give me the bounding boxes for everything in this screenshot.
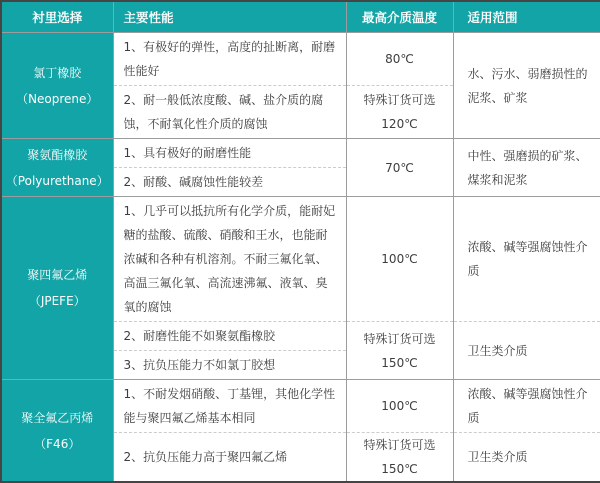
- lining-cell-f46: [1, 380, 113, 483]
- lining-cell-polyurethane: [1, 139, 113, 197]
- lining-name-en: （Polyurethane）: [5, 173, 109, 188]
- application-cell: 浓酸、碱等强腐蚀性介质: [453, 197, 600, 322]
- temperature-value: 120℃: [381, 117, 418, 131]
- col-header-performance: 主要性能: [113, 1, 346, 33]
- lining-name: 聚氨酯橡胶: [27, 147, 88, 162]
- temperature-cell: 80℃: [346, 33, 453, 86]
- temperature-cell: [346, 86, 453, 139]
- table-row: [1, 380, 600, 433]
- col-header-lining: 衬里选择: [1, 1, 113, 33]
- temperature-cell: 70℃: [346, 139, 453, 197]
- temperature-cell: 100℃: [346, 197, 453, 322]
- performance-cell: 2、耐酸、碱腐蚀性能较差: [113, 168, 346, 197]
- application-cell: 浓酸、碱等强腐蚀性介质: [453, 380, 600, 433]
- lining-cell-neoprene: [1, 33, 113, 139]
- performance-cell: 2、耐一般低浓度酸、碱、盐介质的腐蚀，不耐氧化性介质的腐蚀: [113, 86, 346, 139]
- temperature-value: 150℃: [381, 462, 418, 476]
- performance-cell: 2、耐磨性能不如聚氨酯橡胶: [113, 322, 346, 351]
- lining-cell-ptfe: [1, 197, 113, 380]
- lining-name-en: （F46）: [34, 436, 81, 451]
- application-cell: 卫生类介质: [453, 433, 600, 483]
- table-row: [1, 139, 600, 168]
- temperature-note: 特殊订货可选: [363, 438, 436, 452]
- lining-name: 氯丁橡胶: [33, 65, 82, 80]
- performance-cell: 1、有极好的弹性，高度的扯断离，耐磨性能好: [113, 33, 346, 86]
- application-cell: 卫生类介质: [453, 322, 600, 380]
- performance-cell: 1、不耐发烟硝酸、丁基锂，其他化学性能与聚四氟乙烯基本相同: [113, 380, 346, 433]
- lining-name: 聚四氟乙烯: [27, 268, 88, 282]
- performance-cell: 3、抗负压能力不如氯丁胶想: [113, 351, 346, 380]
- lining-name-en: （Neoprene）: [16, 91, 99, 106]
- temperature-value: 150℃: [381, 355, 418, 370]
- col-header-temperature: 最高介质温度: [346, 1, 453, 33]
- col-header-application: 适用范围: [453, 1, 600, 33]
- performance-cell: 2、抗负压能力高于聚四氟乙烯: [113, 433, 346, 483]
- temperature-note: 特殊订货可选: [363, 93, 436, 107]
- temperature-note: 特殊订货可选: [363, 331, 436, 346]
- header-row: [1, 1, 600, 33]
- performance-cell: 1、几乎可以抵抗所有化学介质，能耐妃糖的盐酸、硫酸、硝酸和王水，也能耐浓碱和各种有机溶剂。不耐三氟化氧、高温三氟化氧、高流速沸氟、液氧、臭氧的腐蚀: [113, 197, 346, 322]
- temperature-cell: [346, 322, 453, 380]
- application-cell: 中性、强磨损的矿浆、煤浆和泥浆: [453, 139, 600, 197]
- table-row: [1, 197, 600, 322]
- performance-cell: 1、具有极好的耐磨性能: [113, 139, 346, 168]
- lining-name-en: （JPEFE）: [28, 294, 86, 308]
- application-cell: 水、污水、弱磨损性的泥浆、矿浆: [453, 33, 600, 139]
- table-row: [1, 33, 600, 86]
- temperature-cell: 100℃: [346, 380, 453, 433]
- temperature-cell: [346, 433, 453, 483]
- lining-name: 聚全氟乙丙烯: [21, 410, 94, 425]
